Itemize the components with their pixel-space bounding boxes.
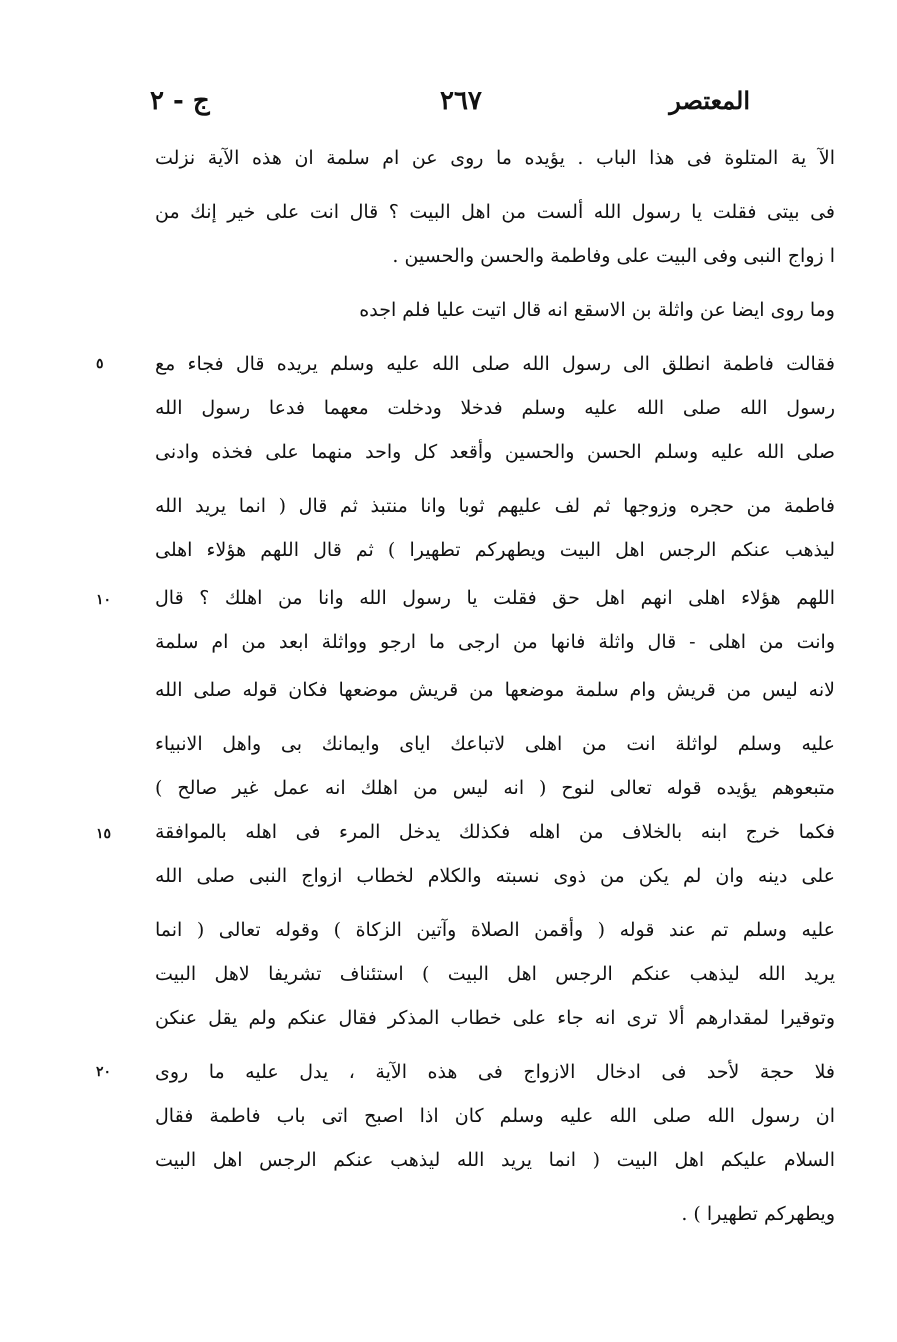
text-line: متبعوهم يؤيده قوله تعالى لنوح ( انه ليس من اهلك انه عمل غير صالح ) (155, 777, 835, 799)
line-number: ١٠ (96, 592, 112, 608)
text-line: فى بيتى فقلت يا رسول الله ألست من اهل البيت ؟ قال انت على خير إنك من (155, 201, 835, 223)
text-line: وتوقيرا لمقدارهم ألا ترى انه جاء على خطاب المذكر فقال عنكم ولم يقل عنكن (155, 1007, 835, 1029)
line-number: ١٥ (96, 826, 112, 842)
volume-part: ج - ٢ (150, 86, 210, 116)
text-line: على دينه وان لم يكن من ذوى نسبته والكلام لخطاب ازواج النبى صلى الله (155, 865, 835, 887)
text-line: الآ ية المتلوة فى هذا الباب . يؤيده ما روى عن ام سلمة ان هذه الآية نزلت (155, 147, 835, 169)
text-line: فلا حجة لأحد فى ادخال الازواج فى هذه الآية ، يدل عليه ما روى (155, 1061, 835, 1083)
text-line: عليه وسلم تم عند قوله ( وأقمن الصلاة وآتين الزكاة ) وقوله تعالى ( انما (155, 919, 835, 941)
text-line: فقالت فاطمة انطلق الى رسول الله صلى الله عليه وسلم يريده قال فجاء مع (155, 353, 835, 375)
text-line: ان رسول الله صلى الله عليه وسلم كان اذا اصبح اتى باب فاطمة فقال (155, 1105, 835, 1127)
text-line: ا زواج النبى وفى البيت على وفاطمة والحسن والحسين . (392, 245, 835, 267)
text-line: اللهم هؤلاء اهلى انهم اهل حق فقلت يا رسول الله وانا من اهلك ؟ قال (155, 587, 835, 609)
text-line: فاطمة من حجره وزوجها ثم لف عليهم ثوبا وانا منتبذ ثم قال ( انما يريد الله (155, 495, 835, 517)
text-line: ليذهب عنكم الرجس اهل البيت ويطهركم تطهيرا ) ثم قال اللهم هؤلاء اهلى (155, 539, 835, 561)
text-line: السلام عليكم اهل البيت ( انما يريد الله ليذهب عنكم الرجس اهل البيت (155, 1149, 835, 1171)
text-line: صلى الله عليه وسلم الحسن والحسين وأقعد كل واحد منهما على فخذه وادنى (155, 441, 835, 463)
book-title: المعتصر (669, 86, 750, 115)
text-line: وما روى ايضا عن واثلة بن الاسقع انه قال اتيت عليا فلم اجده (359, 299, 835, 321)
text-line: عليه وسلم لواثلة انت من اهلى لاتباعك اياى وايمانك بى واهل الانبياء (155, 733, 835, 755)
text-line: ويطهركم تطهيرا ) . (681, 1203, 835, 1225)
text-line: لانه ليس من قريش وام سلمة موضعها من قريش موضعها فكان قوله صلى الله (155, 679, 835, 701)
line-number: ٢٠ (96, 1064, 112, 1080)
text-line: رسول الله صلى الله عليه وسلم فدخلا ودخلت معهما فدعا رسول الله (155, 397, 835, 419)
line-number: ٥ (96, 356, 104, 372)
text-line: وانت من اهلى - قال واثلة فانها من ارجى ما ارجو وواثلة ابعد من ام سلمة (155, 631, 835, 653)
text-line: فكما خرج ابنه بالخلاف من اهله فكذلك يدخل المرء فى اهله بالموافقة (155, 821, 835, 843)
text-line: يريد الله ليذهب عنكم الرجس اهل البيت ) استئناف تشريفا لاهل البيت (155, 963, 835, 985)
page-number: ٢٦٧ (440, 86, 482, 116)
